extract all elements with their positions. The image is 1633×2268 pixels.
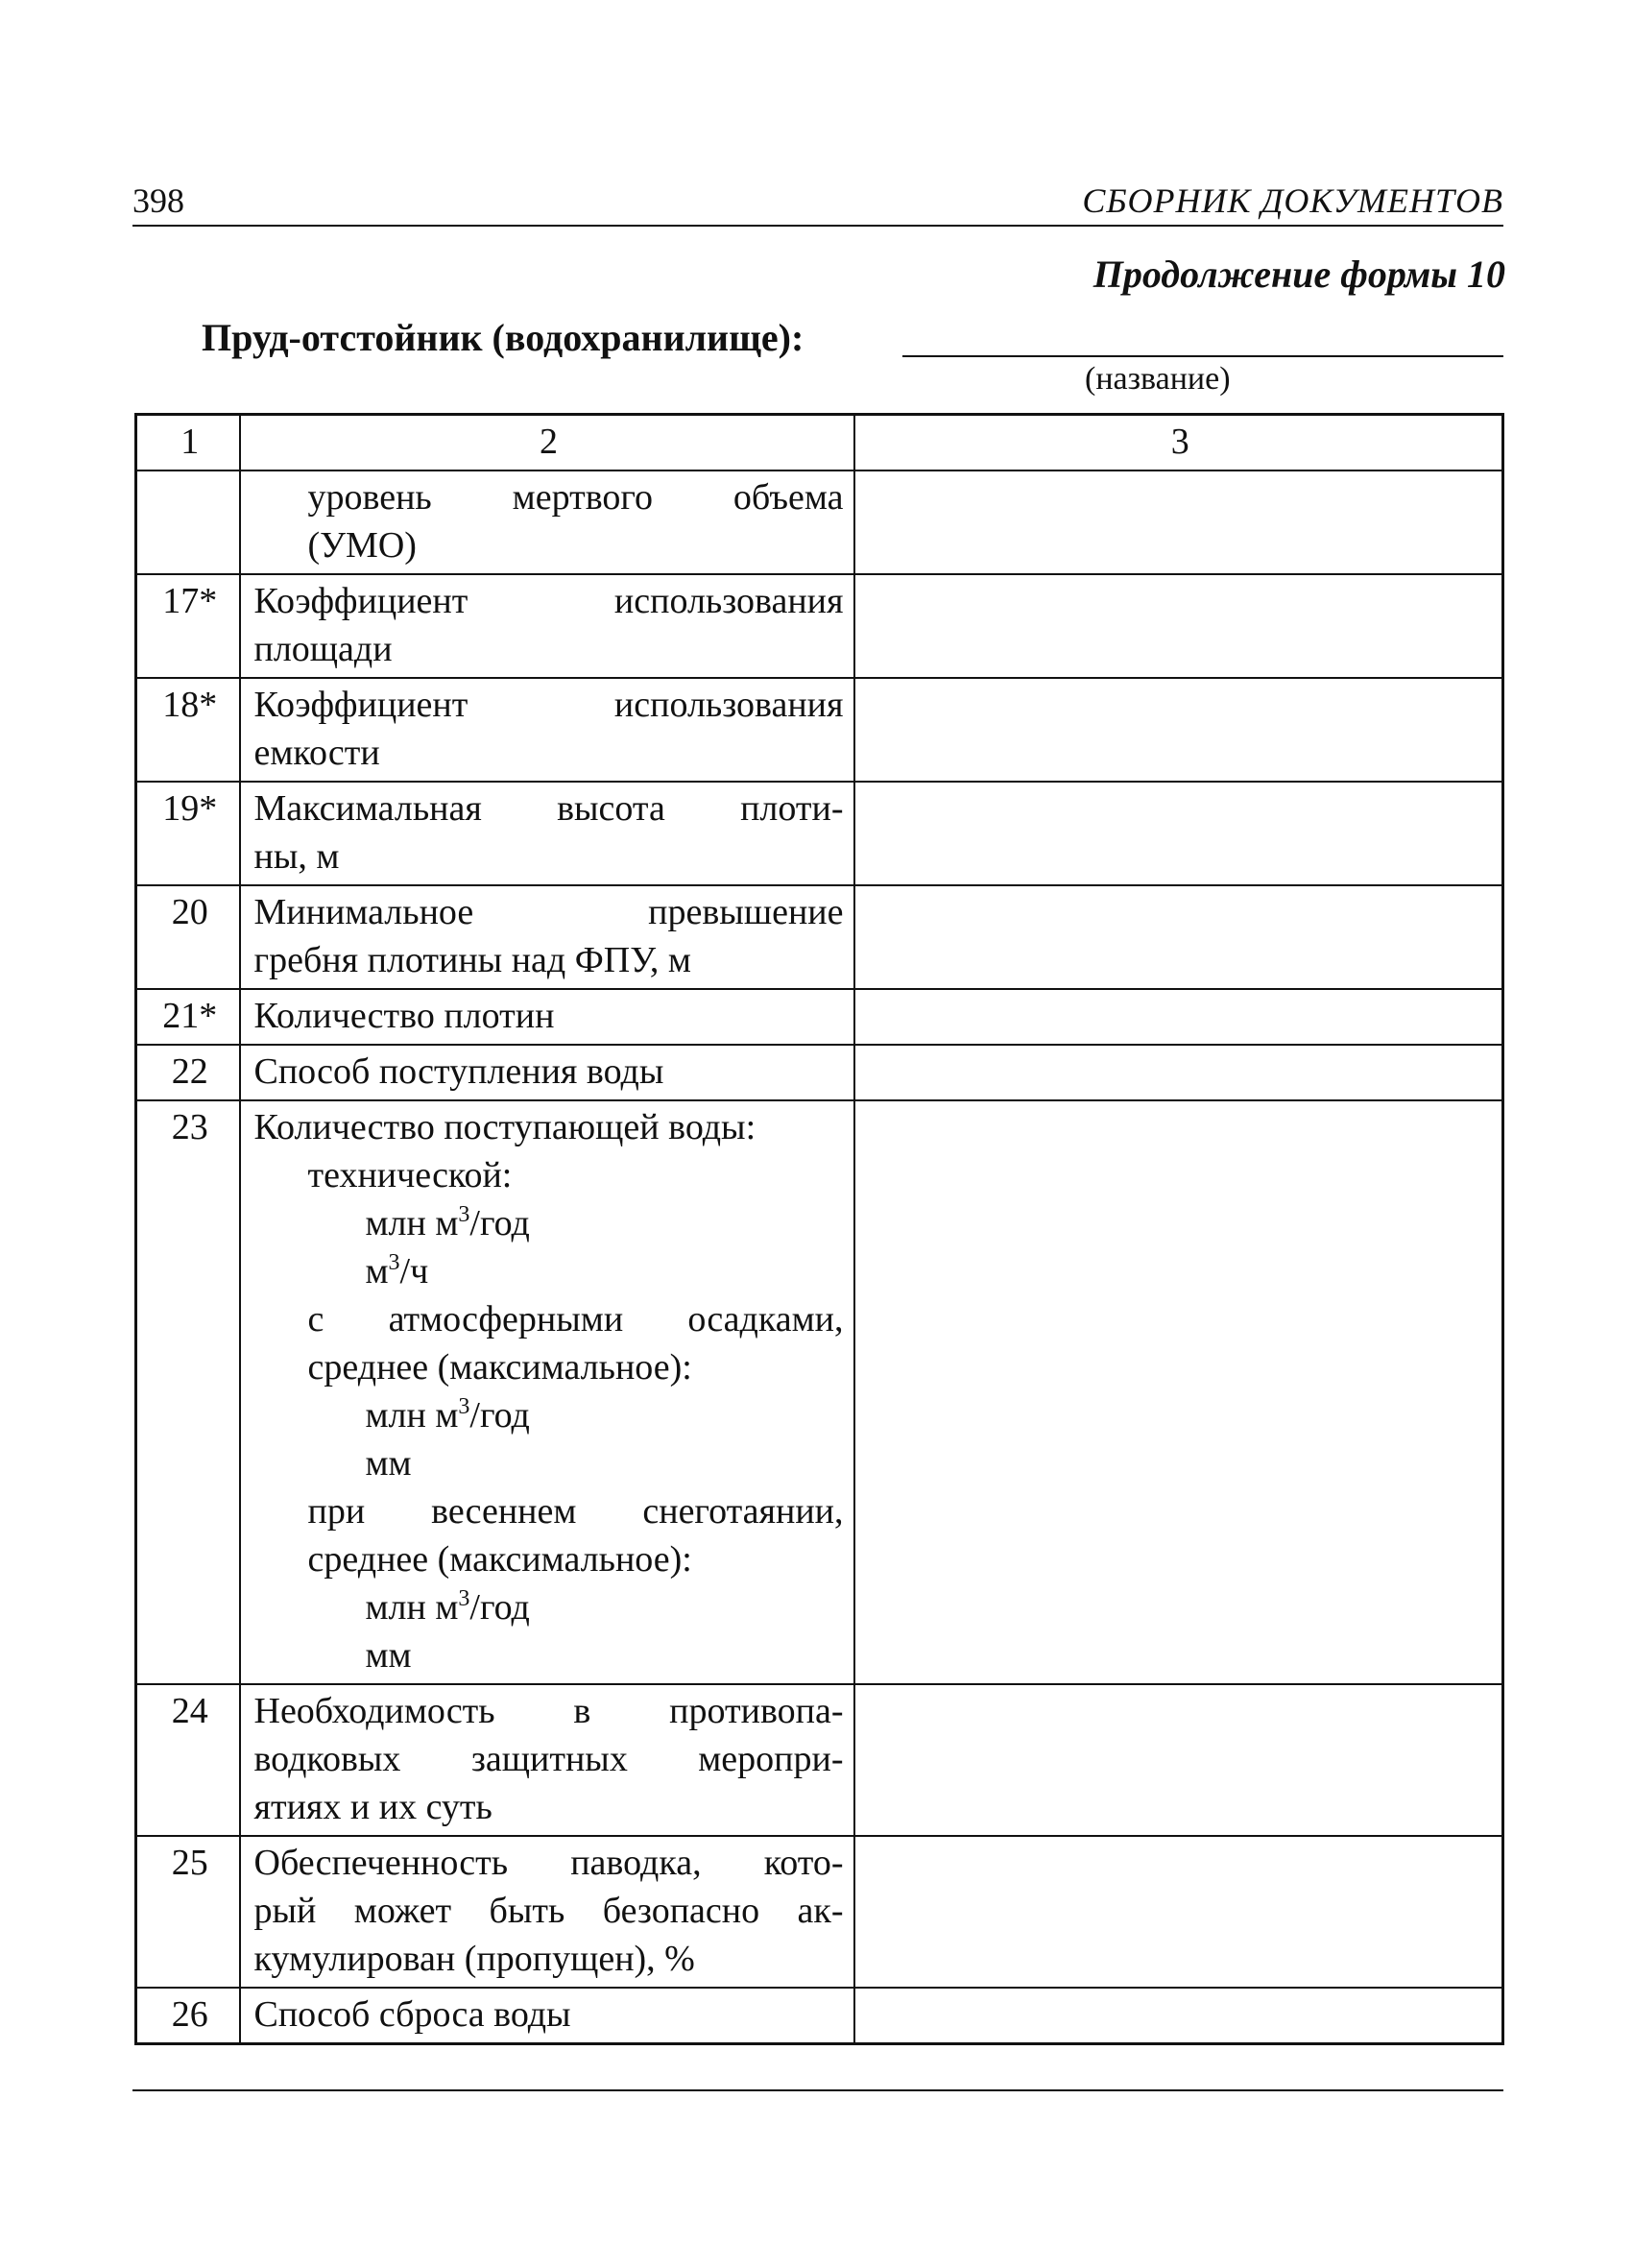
- row-description: [240, 885, 854, 989]
- column-header-1: 1: [136, 415, 240, 471]
- table-row: [136, 885, 1503, 989]
- row-value-cell[interactable]: [854, 678, 1503, 782]
- row-value-cell[interactable]: [854, 1100, 1503, 1684]
- row-description: [240, 678, 854, 782]
- pond-label: Пруд-отстойник (водохранилище):: [202, 316, 804, 359]
- row-number: 21*: [136, 989, 240, 1045]
- row-number: 18*: [136, 678, 240, 782]
- table-row: [136, 989, 1503, 1045]
- table-row: [136, 1045, 1503, 1100]
- description-line: кумулирован (пропущен), %: [253, 1939, 695, 1979]
- row-description: [240, 1684, 854, 1836]
- row-value-cell[interactable]: [854, 989, 1503, 1045]
- description-line: среднее (максимальное):: [307, 1539, 692, 1580]
- row-value-cell[interactable]: [854, 885, 1503, 989]
- unit-line: [254, 1199, 844, 1247]
- unit-line: мм: [365, 1635, 412, 1676]
- description-line: рый может быть безопасно ак-: [253, 1891, 844, 1931]
- unit-suffix: /ч: [399, 1251, 429, 1291]
- description-line: Способ сброса воды: [253, 1994, 571, 2035]
- description-line: Способ поступления воды: [253, 1051, 664, 1092]
- row-description: [240, 574, 854, 678]
- table-row: [136, 782, 1503, 885]
- row-number: 24: [136, 1684, 240, 1836]
- row-value-cell[interactable]: [854, 574, 1503, 678]
- row-value-cell[interactable]: [854, 1988, 1503, 2044]
- unit-line: [254, 1247, 844, 1295]
- row-description: [240, 1045, 854, 1100]
- row-number: 26: [136, 1988, 240, 2044]
- row-description: [240, 1100, 854, 1684]
- unit-suffix: /год: [469, 1395, 530, 1436]
- description-line: Максимальная высота плоти-: [253, 788, 844, 829]
- description-line: (УМО): [307, 525, 417, 566]
- description-line: Количество поступающей воды:: [253, 1107, 756, 1147]
- form-table: [134, 413, 1504, 2045]
- unit-superscript: 3: [458, 1202, 470, 1227]
- unit-text: млн м: [365, 1203, 459, 1243]
- unit-suffix: /год: [469, 1203, 530, 1243]
- unit-text: млн м: [365, 1395, 459, 1436]
- description-line: при весеннем снеготаянии,: [307, 1491, 844, 1532]
- description-line: уровень мертвого объема: [307, 477, 844, 518]
- description-line: водковых защитных меропри-: [253, 1739, 844, 1779]
- row-description: [240, 1836, 854, 1988]
- row-number: 25: [136, 1836, 240, 1988]
- running-title: СБОРНИК ДОКУМЕНТОВ: [1082, 181, 1503, 220]
- unit-text: м: [365, 1251, 389, 1291]
- page-number: 398: [132, 181, 184, 220]
- row-description: [240, 1988, 854, 2044]
- description-line: Коэффициент использования: [253, 685, 844, 725]
- unit-text: млн м: [365, 1587, 459, 1628]
- pond-name-hint: (название): [1085, 361, 1231, 397]
- description-line: технической:: [307, 1155, 513, 1195]
- row-number: [136, 470, 240, 574]
- description-line: Минимальное превышение: [253, 892, 844, 932]
- form-continuation-title: Продолжение формы 10: [1093, 253, 1505, 296]
- description-line: Обеспеченность паводка, кото-: [253, 1843, 844, 1883]
- table-row: [136, 470, 1503, 574]
- unit-suffix: /год: [469, 1587, 530, 1628]
- row-value-cell[interactable]: [854, 1045, 1503, 1100]
- unit-superscript: 3: [388, 1250, 400, 1275]
- description-line: с атмосферными осадками,: [307, 1299, 844, 1339]
- unit-superscript: 3: [458, 1394, 470, 1419]
- header-row: [136, 415, 1503, 471]
- row-description: [240, 782, 854, 885]
- unit-superscript: 3: [458, 1586, 470, 1611]
- description-line: среднее (максимальное):: [307, 1347, 692, 1387]
- row-value-cell[interactable]: [854, 1684, 1503, 1836]
- row-value-cell[interactable]: [854, 1836, 1503, 1988]
- pond-name-blank: [902, 355, 1503, 357]
- page-header: [132, 175, 1503, 227]
- description-line: гребня плотины над ФПУ, м: [253, 940, 691, 980]
- table-row: [136, 1836, 1503, 1988]
- row-value-cell[interactable]: [854, 470, 1503, 574]
- description-line: ятиях и их суть: [253, 1787, 492, 1827]
- unit-line: мм: [365, 1443, 412, 1484]
- table-row: [136, 1988, 1503, 2044]
- description-line: площади: [253, 629, 393, 669]
- description-line: ны, м: [253, 836, 340, 877]
- description-line: Необходимость в противопа-: [253, 1691, 844, 1731]
- column-header-2: 2: [240, 415, 854, 471]
- row-number: 17*: [136, 574, 240, 678]
- description-line: Коэффициент использования: [253, 581, 844, 621]
- column-header-3: 3: [854, 415, 1503, 471]
- table-row: [136, 1100, 1503, 1684]
- pond-name-line: [202, 315, 1503, 361]
- row-number: 23: [136, 1100, 240, 1684]
- table-row: [136, 678, 1503, 782]
- row-number: 20: [136, 885, 240, 989]
- row-value-cell[interactable]: [854, 782, 1503, 885]
- table-row: [136, 1684, 1503, 1836]
- bottom-rule: [132, 2089, 1503, 2091]
- table-row: [136, 574, 1503, 678]
- unit-line: [254, 1583, 844, 1631]
- row-description: [240, 470, 854, 574]
- unit-line: [254, 1391, 844, 1439]
- description-line: емкости: [253, 733, 380, 773]
- description-line: Количество плотин: [253, 996, 555, 1036]
- row-description: [240, 989, 854, 1045]
- row-number: 22: [136, 1045, 240, 1100]
- row-number: 19*: [136, 782, 240, 885]
